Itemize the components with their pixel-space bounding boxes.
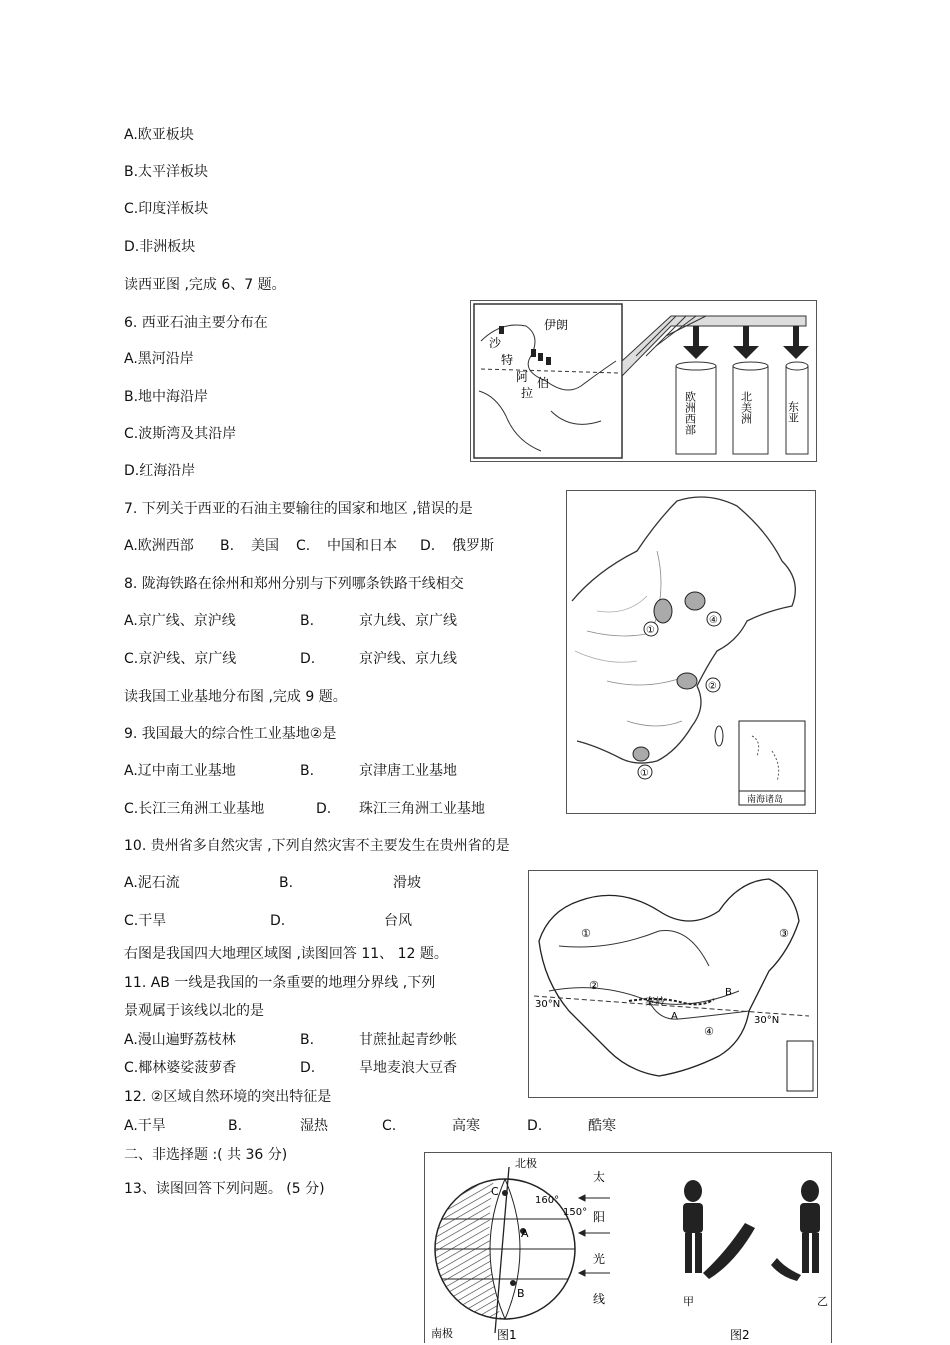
q8-option-a: A.京广线、京沪线 — [124, 613, 236, 629]
industry-base-map — [566, 490, 816, 814]
label-point-c: C — [491, 1185, 499, 1198]
label-sun-2: 阳 — [593, 1210, 606, 1224]
q7-option-c: 中国和日本 — [327, 538, 397, 554]
q10-option-c: C.干旱 — [124, 913, 167, 929]
label-150: 150° — [563, 1207, 588, 1218]
label-jia: 甲 — [683, 1295, 694, 1308]
label-160: 160° — [535, 1195, 560, 1206]
label-a: 阿 — [516, 370, 529, 384]
q12-stem: 12. ②区域自然环境的突出特征是 — [124, 1089, 332, 1105]
label-point-a: A — [671, 1011, 678, 1022]
q12-option-d-letter: D. — [527, 1118, 543, 1134]
q10-stem: 10. 贵州省多自然灾害 ,下列自然灾害不主要发生在贵州省的是 — [124, 838, 510, 854]
q8-option-b: 京九线、京广线 — [359, 613, 457, 629]
label-region-3: ③ — [779, 927, 789, 940]
option-c: C.印度洋板块 — [124, 201, 209, 217]
label-region-2: ② — [589, 979, 599, 992]
label-base-4: ④ — [709, 615, 718, 626]
label-north-america: 北美洲 — [739, 391, 753, 424]
q6-option-a: A.黑河沿岸 — [124, 351, 194, 367]
q12-option-b-letter: B. — [228, 1118, 243, 1134]
label-fig1: 图1 — [497, 1328, 517, 1342]
q8-option-d-letter: D. — [300, 651, 316, 667]
label-sun-3: 光 — [593, 1252, 606, 1266]
option-a: A.欧亚板块 — [124, 127, 194, 143]
option-b: B.太平洋板块 — [124, 164, 209, 180]
q10-option-a: A.泥石流 — [124, 875, 180, 891]
label-iran: 伊朗 — [544, 318, 569, 332]
q11-option-b-letter: B. — [300, 1032, 315, 1048]
q9-option-b: 京津唐工业基地 — [359, 763, 457, 779]
q6-option-d: D.红海沿岸 — [124, 463, 196, 479]
label-base-1: ① — [646, 625, 655, 636]
instruction-regions: 右图是我国四大地理区域图 ,读图回答 11、 12 题。 — [124, 946, 448, 962]
q11-option-c: C.椰林婆娑菠萝香 — [124, 1060, 237, 1076]
q8-option-b-letter: B. — [300, 613, 315, 629]
q11-option-d: 旱地麦浪大豆香 — [359, 1060, 457, 1076]
label-point-b: B — [517, 1287, 525, 1300]
label-south-sea: 南海诸岛 — [747, 795, 784, 805]
q10-option-b-letter: B. — [279, 875, 294, 891]
label-yi: 乙 — [817, 1295, 828, 1308]
q11-option-d-letter: D. — [300, 1060, 316, 1076]
instruction-west-asia: 读西亚图 ,完成 6、7 题。 — [124, 277, 286, 293]
q12-option-c: 高寒 — [452, 1118, 480, 1134]
label-point-a: A — [521, 1227, 529, 1240]
q11-option-b: 甘蔗扯起青纱帐 — [359, 1032, 457, 1048]
label-30n-left: 30°N — [535, 999, 561, 1010]
q9-option-c: C.长江三角洲工业基地 — [124, 801, 265, 817]
q10-option-d: 台风 — [384, 913, 412, 929]
q9-option-b-letter: B. — [300, 763, 315, 779]
q7-option-a: A.欧洲西部 — [124, 538, 194, 554]
q6-option-c: C.波斯湾及其沿岸 — [124, 426, 237, 442]
four-regions-map — [528, 870, 818, 1098]
label-bo: 伯 — [537, 376, 550, 390]
q7-option-b: 美国 — [251, 538, 279, 554]
label-fig2: 图2 — [730, 1328, 750, 1342]
label-sun-4: 线 — [593, 1292, 606, 1306]
label-west-europe: 欧洲西部 — [683, 391, 697, 435]
label-qinling: 秦岭 — [645, 997, 665, 1008]
section-heading: 二、非选择题 :( 共 36 分) — [124, 1147, 288, 1163]
label-base-2: ② — [708, 681, 717, 692]
west-asia-oil-map — [470, 300, 817, 462]
label-north-pole: 北极 — [515, 1157, 537, 1170]
option-d: D.非洲板块 — [124, 239, 196, 255]
label-30n-right: 30°N — [754, 1015, 780, 1026]
instruction-industry: 读我国工业基地分布图 ,完成 9 题。 — [124, 689, 347, 705]
label-la: 拉 — [521, 386, 534, 400]
label-east-asia: 东亚 — [786, 401, 800, 423]
q6-stem: 6. 西亚石油主要分布在 — [124, 315, 268, 331]
q11-stem-2: 景观属于该线以北的是 — [124, 1003, 264, 1019]
label-south-pole: 南极 — [431, 1327, 453, 1340]
q10-option-b: 滑坡 — [393, 875, 421, 891]
q12-option-b: 湿热 — [300, 1118, 328, 1134]
q9-option-d: 珠江三角洲工业基地 — [359, 801, 485, 817]
label-sha: 沙 — [489, 336, 502, 350]
q12-option-a: A.干旱 — [124, 1118, 166, 1134]
q11-stem-1: 11. AB 一线是我国的一条重要的地理分界线 ,下列 — [124, 975, 436, 991]
q12-option-c-letter: C. — [382, 1118, 397, 1134]
q13-stem: 13、读图回答下列问题。 (5 分) — [124, 1181, 325, 1197]
q8-stem: 8. 陇海铁路在徐州和郑州分别与下列哪条铁路干线相交 — [124, 576, 464, 592]
q9-stem: 9. 我国最大的综合性工业基地②是 — [124, 726, 337, 742]
label-base-1b: ① — [640, 768, 649, 779]
q12-option-d: 酷寒 — [588, 1118, 616, 1134]
q7-option-b-letter: B. — [220, 538, 235, 554]
q9-option-d-letter: D. — [316, 801, 332, 817]
label-sun-1: 太 — [593, 1170, 606, 1184]
label-te: 特 — [501, 353, 514, 367]
q7-option-d: 俄罗斯 — [452, 538, 494, 554]
q9-option-a: A.辽中南工业基地 — [124, 763, 236, 779]
q6-option-b: B.地中海沿岸 — [124, 389, 209, 405]
label-region-1: ① — [581, 927, 591, 940]
q8-option-c: C.京沪线、京广线 — [124, 651, 237, 667]
q8-option-d: 京沪线、京九线 — [359, 651, 457, 667]
earth-illumination-figure — [424, 1152, 832, 1343]
label-point-b: B — [725, 987, 732, 998]
q7-option-c-letter: C. — [296, 538, 311, 554]
q7-option-d-letter: D. — [420, 538, 436, 554]
label-region-4: ④ — [704, 1025, 714, 1038]
q7-stem: 7. 下列关于西亚的石油主要输往的国家和地区 ,错误的是 — [124, 501, 473, 517]
q10-option-d-letter: D. — [270, 913, 286, 929]
q11-option-a: A.漫山遍野荔枝林 — [124, 1032, 236, 1048]
